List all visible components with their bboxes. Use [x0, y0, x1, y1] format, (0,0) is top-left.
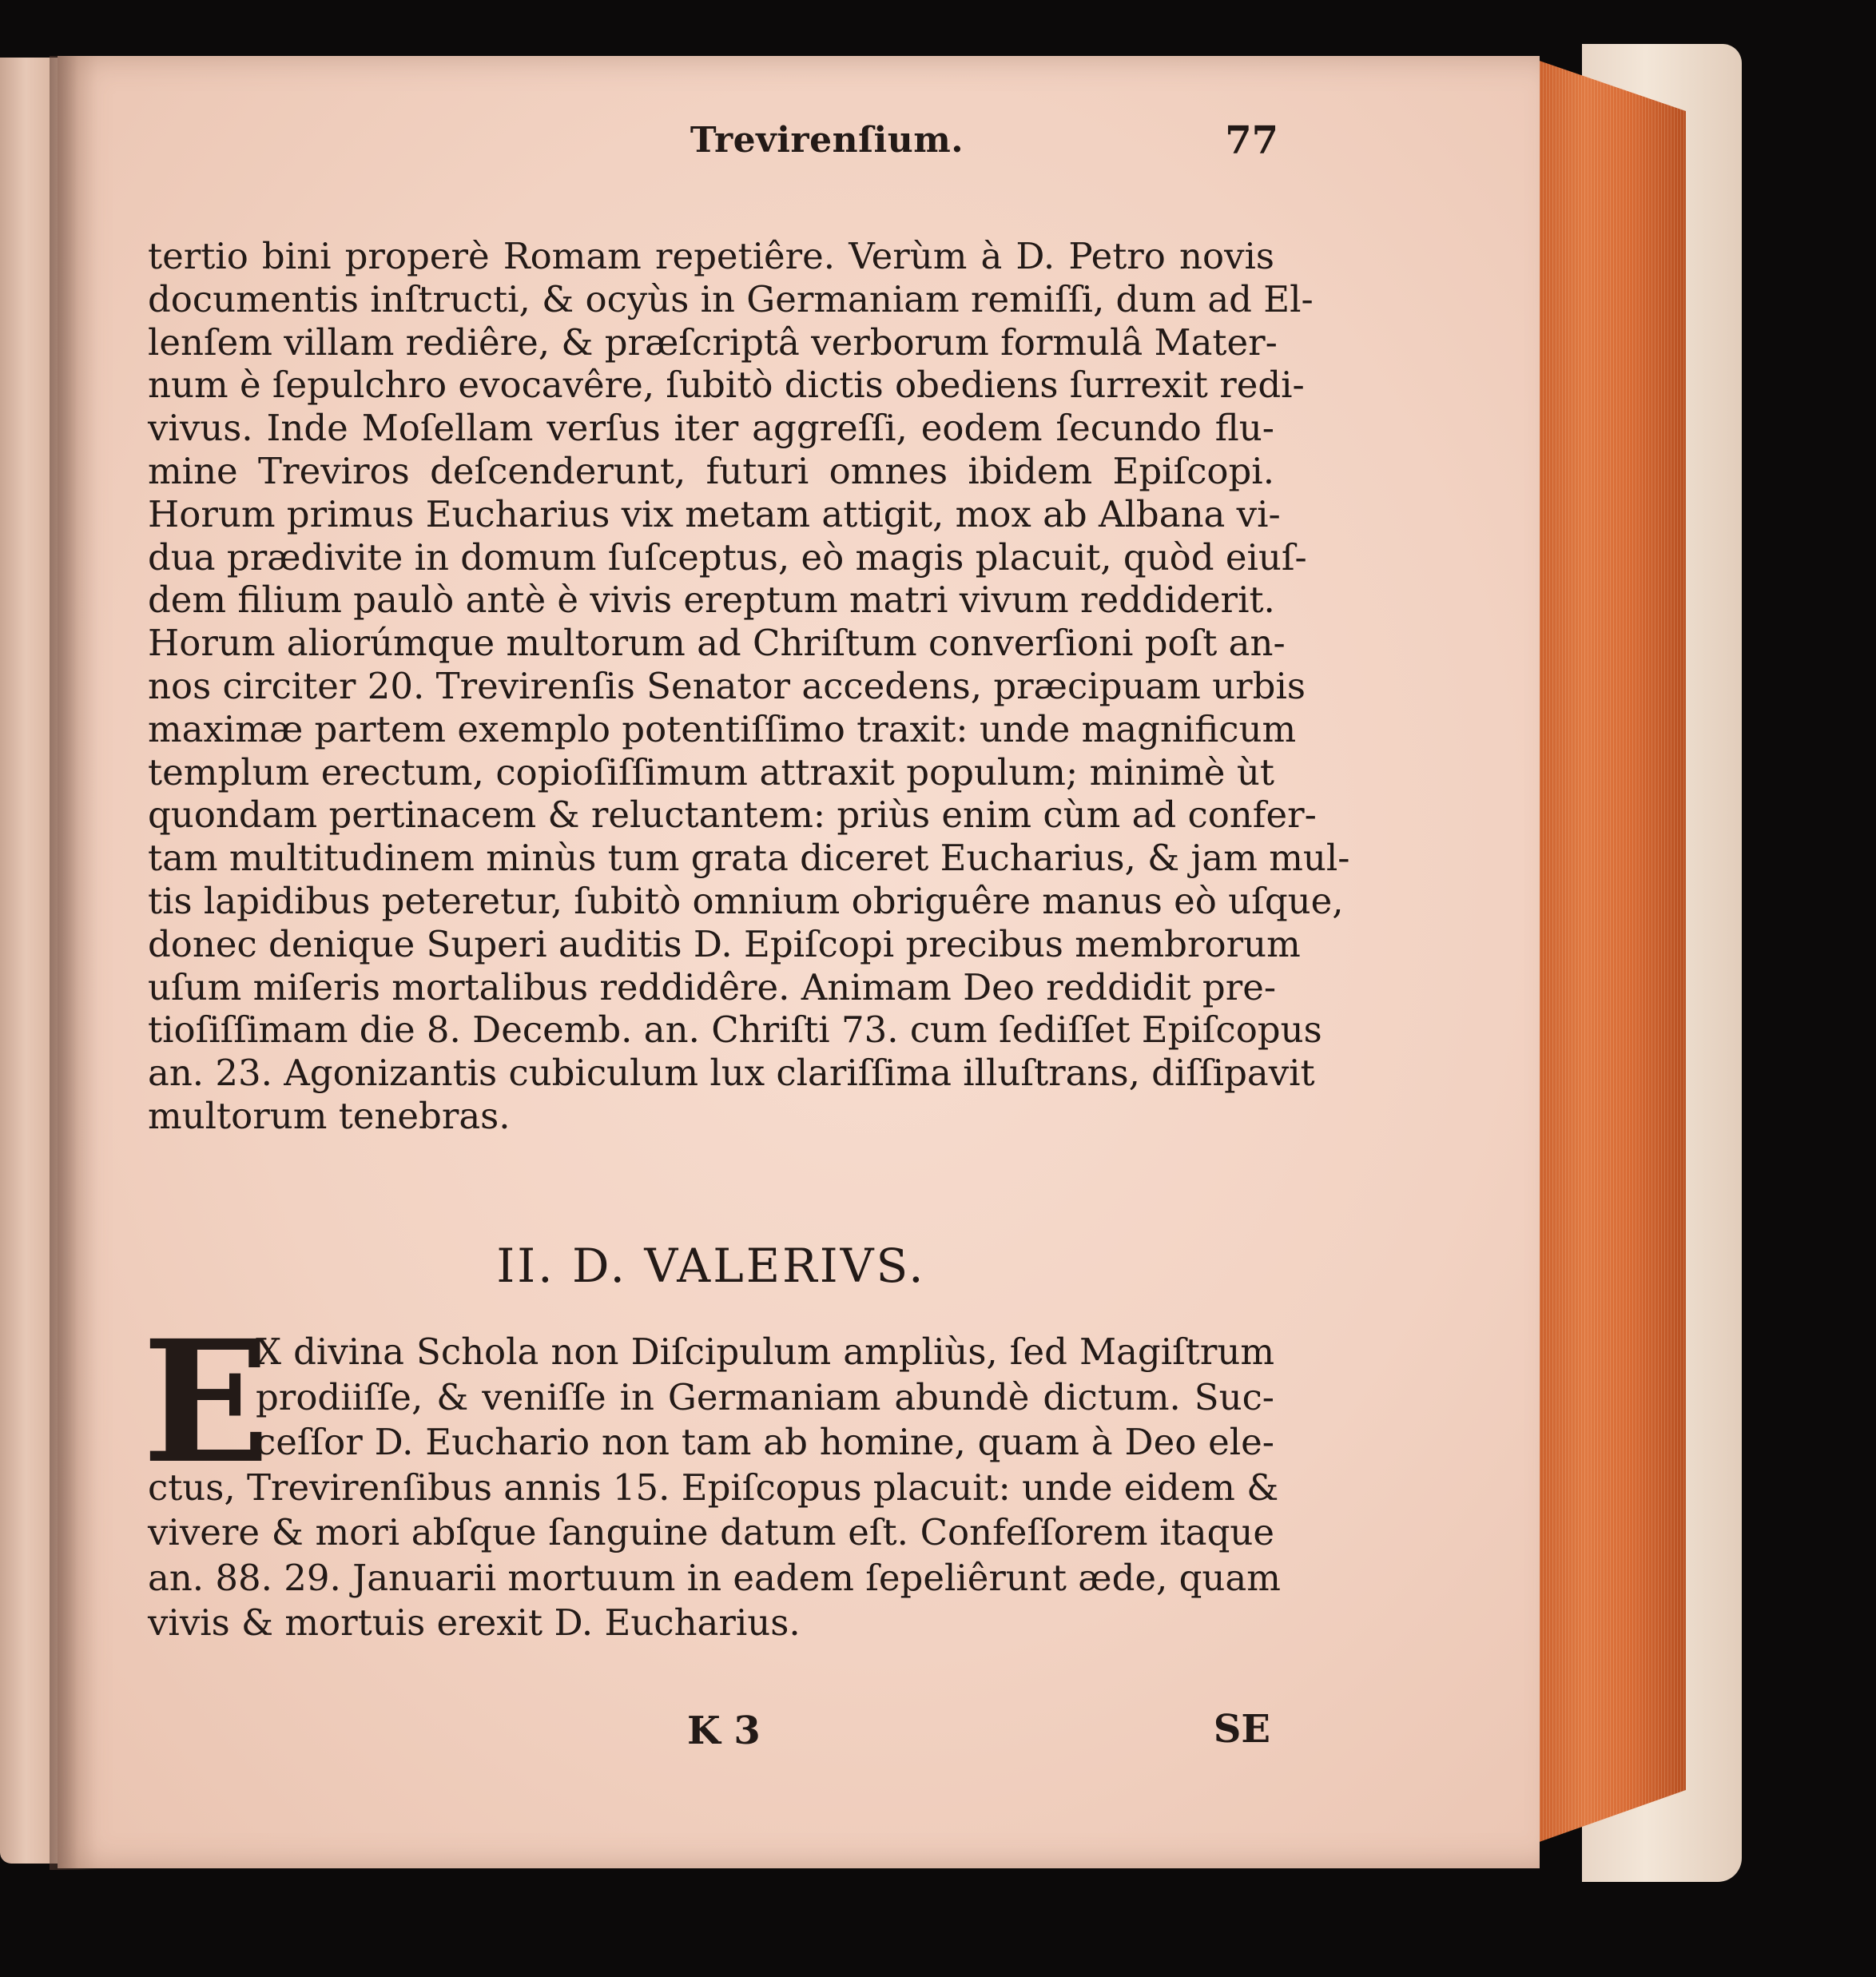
- text-line: vivere & mori abſque ſanguine datum eſt. Confeſſorem itaque: [148, 1511, 1274, 1553]
- paragraph-main: [148, 235, 1350, 1138]
- text-line: maximæ partem exemplo potentiſſimo traxit: unde magnificum: [148, 707, 1297, 750]
- page-edges: [1530, 58, 1686, 1844]
- text-line: tertio bini properè Romam repetiêre. Verùm à D. Petro novis: [148, 235, 1274, 277]
- text-line: vivis & mortuis erexit D. Eucharius.: [148, 1601, 801, 1644]
- text-line: tioſiſſimam die 8. Decemb. an. Chriſti 73. cum ſediſſet Epiſcopus: [148, 1008, 1322, 1052]
- text-line: vivus. Inde Moſellam verſus iter aggreſſi, eodem ſecundo flu-: [148, 407, 1274, 450]
- text-line: mine Treviros deſcenderunt, futuri omnes ibidem Epiſcopi.: [148, 449, 1274, 492]
- text-line: uſum miſeris mortalibus reddidêre. Animam Deo reddidit pre-: [148, 965, 1277, 1008]
- text-line: Horum aliorúmque multorum ad Chriſtum converſioni poſt an-: [148, 622, 1286, 665]
- text-line: templum erectum, copioſiſſimum attraxit populum; minimè ùt: [148, 750, 1274, 794]
- text-line: donec denique Superi auditis D. Epiſcopi precibus membrorum: [148, 922, 1301, 965]
- paragraph-second: [148, 1330, 1281, 1646]
- page-number: 77: [1225, 118, 1278, 163]
- text-line: X divina Schola non Diſcipulum ampliùs, ſed Magiſtrum: [256, 1331, 1274, 1373]
- text-line: documentis inſtructi, & ocyùs in Germaniam remiſſi, dum ad El-: [148, 277, 1314, 320]
- running-head: Trevirenſium.: [690, 120, 964, 161]
- text-line: ctus, Trevirenſibus annis 15. Epiſcopus placuit: unde eidem &: [148, 1466, 1279, 1509]
- text-line: Horum primus Eucharius vix metam attigit, mox ab Albana vi-: [148, 492, 1281, 535]
- section-heading: II. D. VALERIVS.: [496, 1239, 926, 1293]
- text-line: quondam pertinacem & reluctantem: priùs enim cùm ad confer-: [148, 794, 1317, 837]
- drop-cap: E: [142, 1303, 271, 1501]
- text-line: dem filium paulò antè è vivis ereptum matri vivum reddiderit.: [148, 579, 1275, 622]
- text-line: prodiiſſe, & veniſſe in Germaniam abundè dictum. Suc-: [256, 1375, 1274, 1418]
- text-line: tis lapidibus peteretur, ſubitò omnium obriguêre manus eò uſque,: [148, 879, 1344, 922]
- text-line: tam multitudinem minùs tum grata diceret Eucharius, & jam mul-: [148, 837, 1350, 880]
- catchword: SE: [1213, 1707, 1270, 1752]
- text-line: num è ſepulchro evocavêre, ſubitò dictis obediens ſurrexit redi-: [148, 364, 1305, 407]
- text-line: nos circiter 20. Trevirenſis Senator accedens, præcipuam urbis: [148, 664, 1306, 707]
- text-line: dua prædivite in domum ſuſceptus, eò magis placuit, quòd eiuſ-: [148, 535, 1307, 579]
- text-line: ceſſor D. Euchario non tam ab homine, quam à Deo ele-: [256, 1421, 1274, 1463]
- text-line: an. 23. Agonizantis cubiculum lux clariſſima illuſtrans, diſſipavit: [148, 1052, 1315, 1095]
- signature-mark: K 3: [687, 1708, 761, 1753]
- text-line: multorum tenebras.: [148, 1094, 511, 1137]
- gutter-shadow: [50, 56, 97, 1870]
- text-line: lenſem villam rediêre, & præſcriptâ verborum formulâ Mater-: [148, 320, 1278, 364]
- text-line: an. 88. 29. Januarii mortuum in eadem ſepeliêrunt æde, quam: [148, 1556, 1281, 1599]
